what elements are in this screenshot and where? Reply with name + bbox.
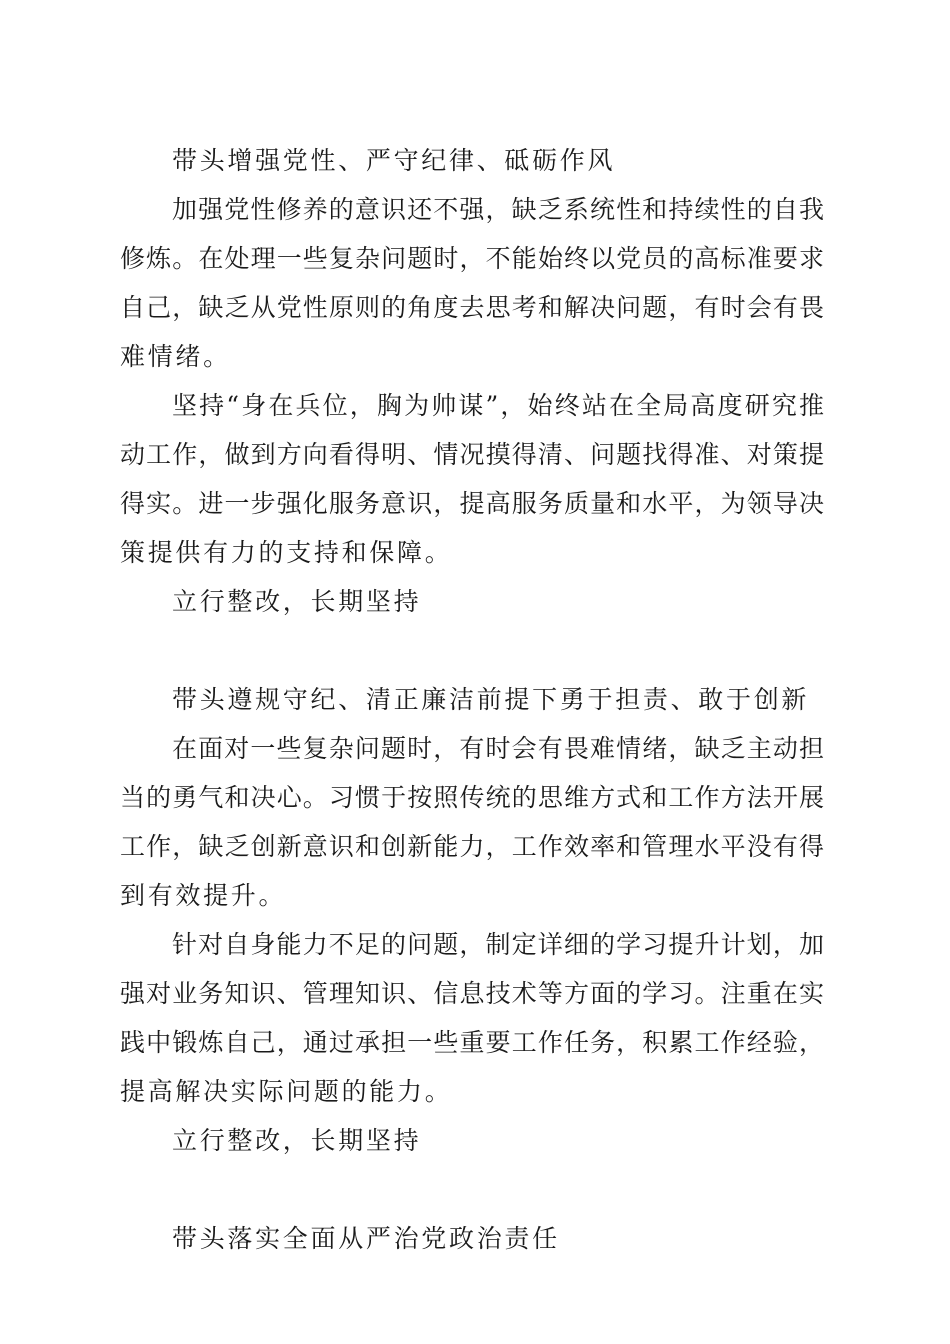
problem-line: 难情绪。 <box>120 342 231 371</box>
document-page <box>120 136 824 1263</box>
measure-line: 坚持“身在兵位，胸为帅谋”，始终站在全局高度研究推 <box>172 391 824 420</box>
timeline-text: 立行整改，长期坚持 <box>172 587 422 616</box>
section-heading: 带头落实全面从严治党政治责任 <box>172 1224 560 1253</box>
problem-line: 自己，缺乏从党性原则的角度去思考和解决问题，有时会有畏 <box>120 293 824 322</box>
measure-line: 提高解决实际问题的能力。 <box>120 1077 453 1106</box>
problem-line: 到有效提升。 <box>120 881 287 910</box>
section-heading: 带头增强党性、严守纪律、砥砺作风 <box>172 146 616 175</box>
problem-line: 工作，缺乏创新意识和创新能力，工作效率和管理水平没有得 <box>120 832 824 861</box>
problem-line: 当的勇气和决心。习惯于按照传统的思维方式和工作方法开展 <box>120 783 824 812</box>
section-gap <box>120 1165 824 1214</box>
measure-line: 强对业务知识、管理知识、信息技术等方面的学习。注重在实 <box>120 979 824 1008</box>
section-heading: 带头遵规守纪、清正廉洁前提下勇于担责、敢于创新 <box>172 685 810 714</box>
measure-line: 动工作，做到方向看得明、情况摸得清、问题找得准、对策提 <box>120 440 824 469</box>
measure-line: 得实。进一步强化服务意识，提高服务质量和水平，为领导决 <box>120 489 824 518</box>
timeline-text: 立行整改，长期坚持 <box>172 1126 422 1155</box>
measure-line: 针对自身能力不足的问题，制定详细的学习提升计划，加 <box>172 930 824 959</box>
section-gap <box>120 626 824 675</box>
measure-line: 策提供有力的支持和保障。 <box>120 538 453 567</box>
measure-line: 践中锻炼自己，通过承担一些重要工作任务，积累工作经验， <box>120 1028 824 1057</box>
problem-line: 修炼。在处理一些复杂问题时，不能始终以党员的高标准要求 <box>120 244 824 273</box>
problem-line: 在面对一些复杂问题时，有时会有畏难情绪，缺乏主动担 <box>172 734 824 763</box>
problem-line: 加强党性修养的意识还不强，缺乏系统性和持续性的自我 <box>172 195 824 224</box>
